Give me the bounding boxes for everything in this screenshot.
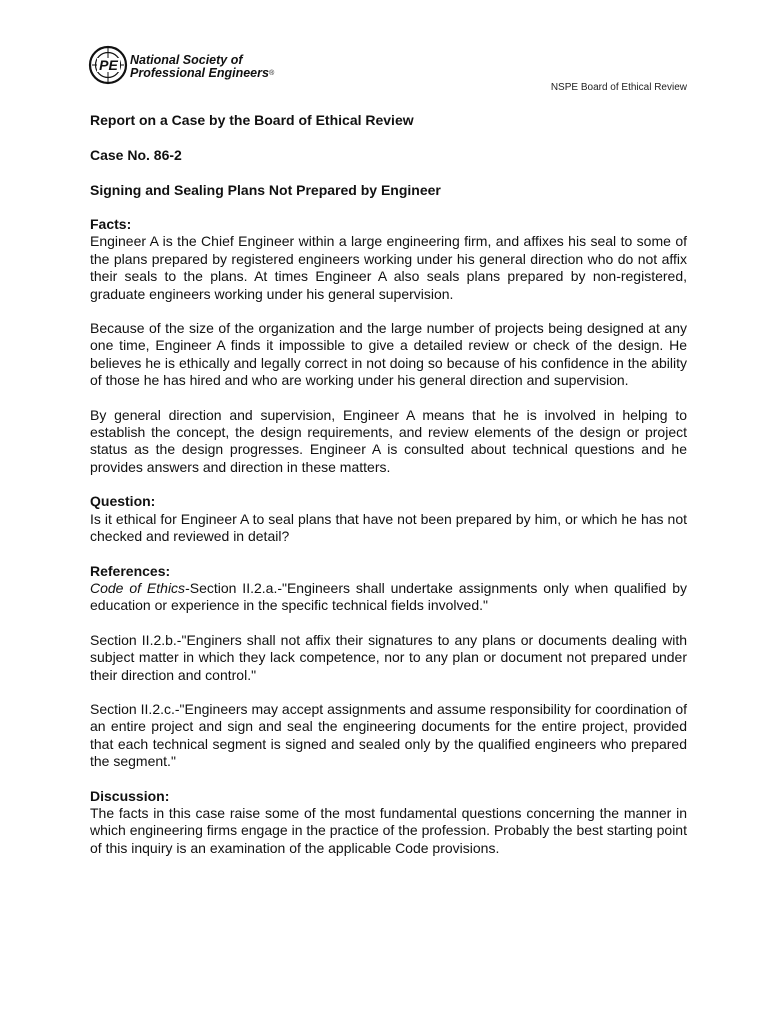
reference-2: Section II.2.b.-"Enginers shall not affix their signatures to any plans or documents dealing with subject matter in which they lack competence, nor to any plan or document not prepared under their direction and control." [90, 631, 687, 683]
board-label: NSPE Board of Ethical Review [550, 82, 687, 93]
discussion-text: The facts in this case raise some of the most fundamental questions concerning the manner in which engineering firms engage in the practice of the profession. Probably the best starting point of this inquiry is an examination of the applicable Code provisions. [90, 804, 687, 856]
org-name-line1: National Society of [130, 53, 243, 67]
org-name [130, 54, 274, 80]
code-of-ethics-title: Code of Ethics [90, 579, 186, 596]
nspe-logo [88, 45, 288, 85]
reference-3: Section II.2.c.-"Engineers may accept assignments and assume responsibility for coordination of an entire project and sign and seal the engineering documents for the entire project, provided that each technical segment is signed and sealed only by the qualified engineers who prepared the segment." [90, 700, 687, 770]
logo-letters: PE [99, 57, 118, 73]
registered-mark: ® [268, 70, 275, 77]
discussion-section [90, 788, 687, 858]
facts-paragraph-2: Because of the size of the organization and the large number of projects being designed at any one time, Engineer A finds it impossible to give a detailed review or check of the design. He believes he is ethically and legally correct in not doing so because of his confidence in the ability of those he has hired and who are working under his general direction and supervision. [90, 320, 687, 389]
nspe-seal-icon [88, 45, 130, 85]
reference-1 [90, 580, 687, 615]
question-text: Is it ethical for Engineer A to seal plans that have not been prepared by him, or which he has not checked and reviewed in detail? [90, 510, 687, 545]
org-name-line2 [130, 67, 274, 80]
report-body [90, 111, 687, 857]
case-title: Signing and Sealing Plans Not Prepared by Engineer [90, 182, 441, 198]
facts-paragraph-1: Engineer A is the Chief Engineer within a large engineering firm, and affixes his seal to some of the plans prepared by registered engineers working under his general direction who do not affix their seals to the plans. At times Engineer A also seals plans prepared by non-registered, graduate engineers working under his general supervision. [90, 233, 687, 302]
org-name-line2-text: Professional Engineers [130, 66, 269, 80]
facts-paragraph-3: By general direction and supervision, Engineer A means that he is involved in helping to establish the concept, the design requirements, and review elements of the design or project status as the design progresses. Engineer A is consulted about technical questions and he provides answers and direction in these matters. [90, 406, 687, 475]
references-label: References: [90, 562, 171, 579]
reference-1-text: -Section II.2.a.-"Engineers shall undertake assignments only when qualified by education or experience in the specific technical fields involved." [90, 579, 687, 614]
facts-section [90, 216, 687, 476]
discussion-label: Discussion: [90, 787, 170, 804]
facts-label: Facts: [90, 216, 132, 232]
question-label: Question: [90, 493, 156, 510]
question-section [90, 493, 687, 545]
references-section [90, 563, 687, 771]
case-number: Case No. 86-2 [90, 147, 182, 163]
report-title: Report on a Case by the Board of Ethical Review [90, 112, 414, 128]
